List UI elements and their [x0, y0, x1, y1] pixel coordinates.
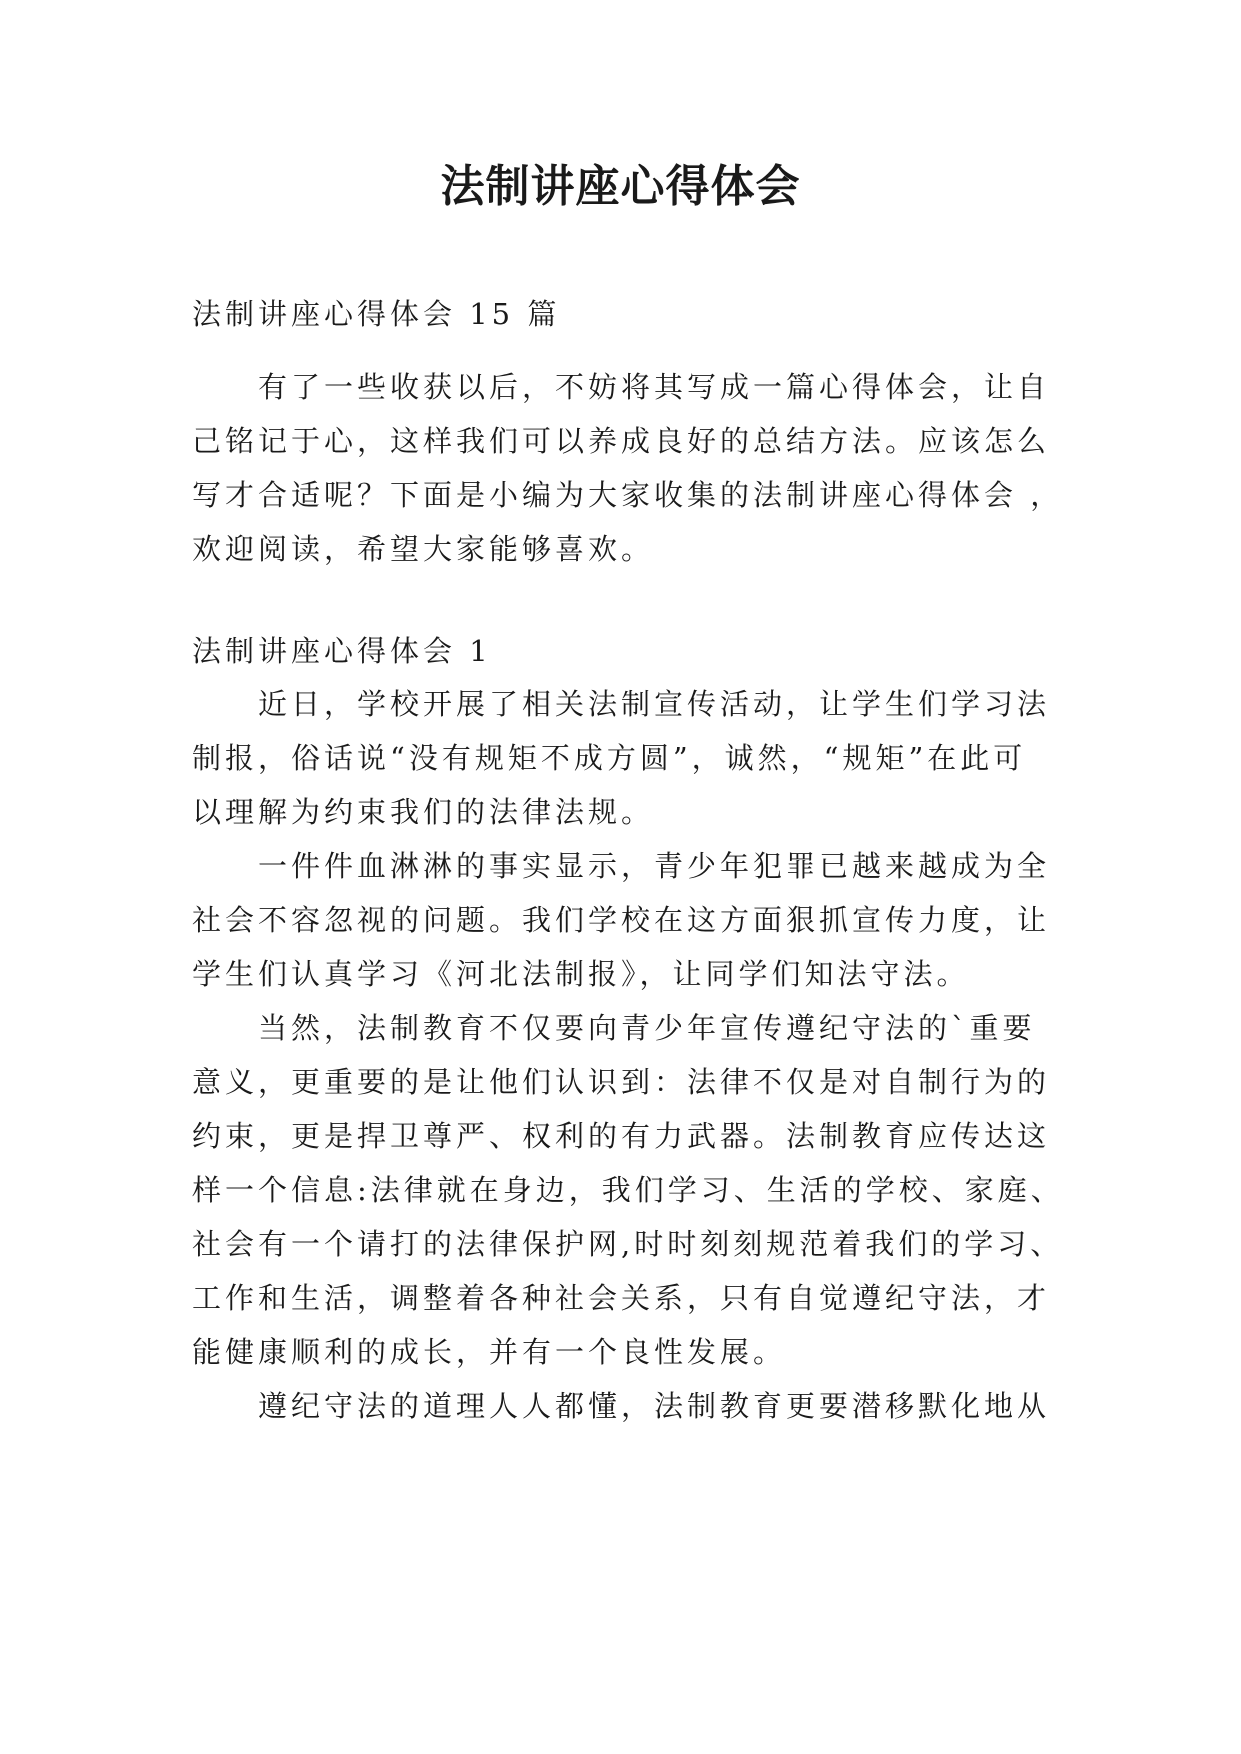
para3-line-4: 样一个信息:法律就在身边，我们学习、生活的学校、家庭、 [192, 1173, 1064, 1207]
para3-line-5: 社会有一个请打的法律保护网,时时刻刻规范着我们的学习、 [192, 1227, 1064, 1261]
para3-line-3: 约束，更是捍卫尊严、权利的有力武器。法制教育应传达这 [192, 1119, 1051, 1153]
para2-line-2: 社会不容忽视的问题。我们学校在这方面狠抓宣传力度，让 [192, 903, 1051, 937]
intro-line-2: 己铭记于心，这样我们可以养成良好的总结方法。应该怎么 [192, 424, 1051, 458]
intro-line-3: 写才合适呢？下面是小编为大家收集的法制讲座心得体会 ， [192, 478, 1064, 512]
document-title: 法制讲座心得体会 [440, 161, 801, 212]
para3-line-1: 当然，法制教育不仅要向青少年宣传遵纪守法的`重要 [258, 1011, 1036, 1045]
para1-line-3: 以理解为约束我们的法律法规。 [192, 795, 655, 829]
para2-line-1: 一件件血淋淋的事实显示，青少年犯罪已越来越成为全 [258, 849, 1051, 883]
para3-line-2: 意义，更重要的是让他们认识到：法律不仅是对自制行为的 [192, 1065, 1051, 1099]
para3-line-7: 能健康顺利的成长，并有一个良性发展。 [192, 1335, 787, 1369]
intro-line-1: 有了一些收获以后，不妨将其写成一篇心得体会，让自 [258, 370, 1051, 404]
para3-line-6: 工作和生活，调整着各种社会关系，只有自觉遵纪守法，才 [192, 1281, 1051, 1315]
para2-line-3: 学生们认真学习《河北法制报》，让同学们知法守法。 [192, 957, 970, 991]
section-heading-1: 法制讲座心得体会 1 [192, 634, 492, 668]
para1-line-1: 近日，学校开展了相关法制宣传活动，让学生们学习法 [258, 687, 1051, 721]
para4-line-1: 遵纪守法的道理人人都懂，法制教育更要潜移默化地从 [258, 1389, 1051, 1423]
intro-line-4: 欢迎阅读，希望大家能够喜欢。 [192, 532, 655, 566]
para1-line-2: 制报，俗话说“没有规矩不成方圆”，诚然，“规矩”在此可 [192, 741, 1027, 775]
subtitle-line: 法制讲座心得体会 15 篇 [192, 297, 561, 331]
